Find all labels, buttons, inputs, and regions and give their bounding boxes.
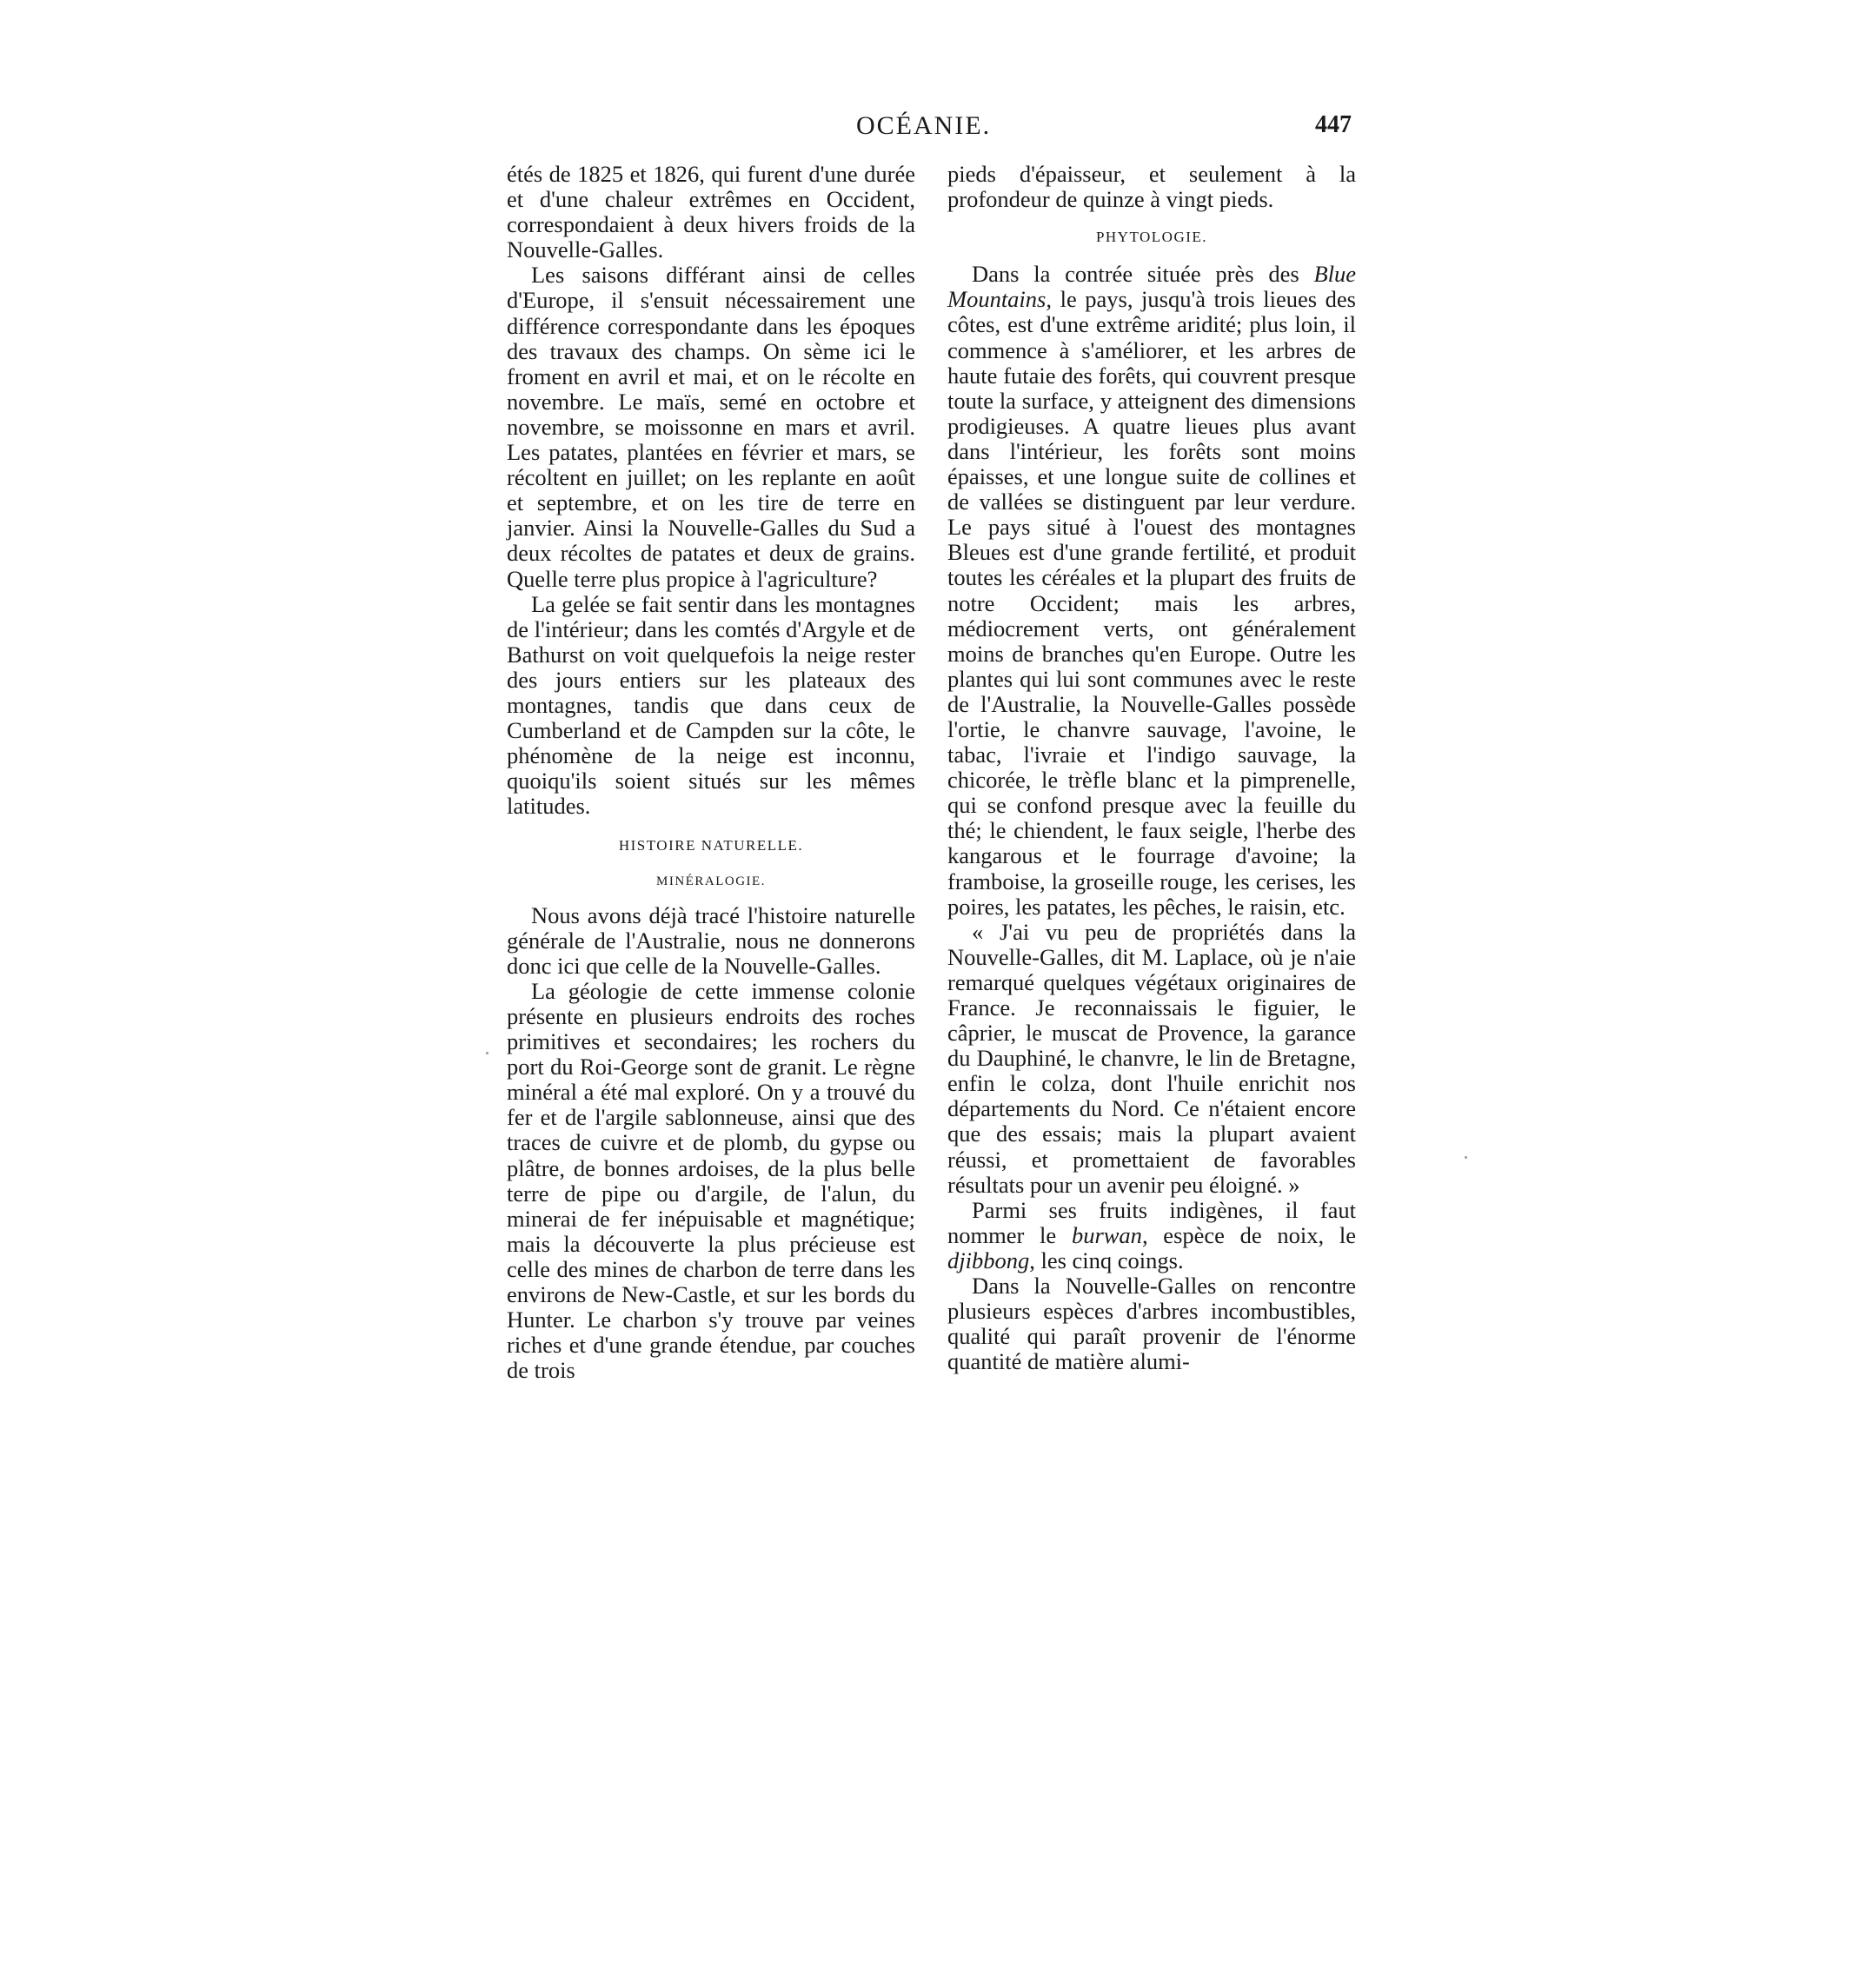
paragraph-text: le pays, jusqu'à trois lieues des côtes, est d'une extrême aridité; plus loin, il commence à s'améliorer, et les arbres de haute futaie des forêts, qui couvrent presque toute la surface, y atteignent des dimensions prodigieuses. A quatre lieues plus avant dans l'intérieur, les forêts sont moins épaisses, et une longue suite de collines et de vallées se distinguent par leur verdure. Le pays situé à l'ouest des montagnes Bleues est d'une grande fertilité, et produit toutes les céréales et la plupart des fruits de notre Occident; mais les arbres, médiocrement verts, ont généralement moins de branches qu'en Europe. Outre les plantes qui lui sont communes avec le reste de l'Australie, la Nouvelle-Galles possède l'ortie, le chanvre sauvage, l'avoine, le tabac, l'ivraie et l'indigo sauvage, la chicorée, le trèfle blanc et la pimprenelle, qui se confond presque avec la feuille du thé; le chiendent, le faux seigle, l'herbe des kangarous et le fourrage d'avoine; la framboise, la groseille rouge, les cerises, les poires, les patates, les pêches, le raisin, etc. (947, 286, 1356, 920)
paragraph: étés de 1825 et 1826, qui furent d'une durée et d'une chaleur extrêmes en Occident, correspondaient à deux hivers froids de la Nouvelle-Galles. (507, 161, 915, 263)
italic-term: Blue Mountains, (947, 261, 1356, 313)
running-head (500, 111, 1352, 146)
paragraph-text: , espèce de noix, le (1141, 1221, 1357, 1248)
paragraph: La géologie de cette immense colonie présente en plusieurs endroits des roches primitives et secondaires; les rochers du port du Roi-George sont de granit. Le règne minéral a été mal exploré. On y a trouvé du fer et de l'argile sablonneuse, ainsi que des traces de cuivre et de plomb, du gypse ou plâtre, de bonnes ardoises, de la plus belle terre de pipe ou d'argile, de l'alun, du minerai de fer inépuisable et magnétique; mais la découverte la plus précieuse est celle des mines de charbon de terre dans les environs de New-Castle, et sur les bords du Hunter. Le charbon s'y trouve par veines riches et d'une grande étendue, par couches de trois (507, 977, 915, 1384)
section-heading-phytologie: PHYTOLOGIE. (1095, 229, 1208, 246)
paragraph-text: Dans la contrée située près des (972, 261, 1299, 288)
paragraph-text: Parmi ses fruits indigènes, il faut nommer le (947, 1196, 1356, 1248)
scan-speck (486, 1052, 488, 1054)
paragraph (947, 262, 1356, 919)
paragraph: Les saisons différant ainsi de celles d'Europe, il s'ensuit nécessairement une différence correspondante dans les époques des travaux des champs. On sème ici le froment en avril et mai, et on le récolte en novembre. Le maïs, semé en octobre et novembre, se moissonne en mars et avril. Les patates, plantées en février et mars, se récoltent en juillet; on les replante en août et septembre, et on les tire de terre en janvier. Ainsi la Nouvelle-Galles du Sud a deux récoltes de patates et deux de grains. Quelle terre plus propice à l'agriculture? (507, 262, 915, 592)
right-column (947, 162, 1356, 1374)
running-title: OCÉANIE. (856, 111, 992, 140)
paragraph: Nous avons déjà tracé l'histoire naturelle générale de l'Australie, nous ne donnerons donc ici que celle de la Nouvelle-Galles. (507, 901, 915, 979)
italic-term: burwan (1071, 1221, 1142, 1248)
left-column (507, 162, 915, 1383)
scan-speck (1465, 1156, 1467, 1159)
quoted-paragraph: « J'ai vu peu de propriétés dans la Nouvelle-Galles, dit M. Laplace, où je n'aie remarqué quelques végétaux originaires de France. Je reconnaissais le figuier, le câprier, le muscat de Provence, la garance du Dauphiné, le chanvre, le lin de Bretagne, enfin le colza, dont l'huile enrichit nos départements du Nord. Ce n'étaient encore que des essais; mais la plupart avaient réussi, et promettaient de favorables résultats pour un avenir peu éloigné. » (947, 918, 1356, 1198)
subsection-heading-mineralogie: MINÉRALOGIE. (656, 874, 766, 888)
paragraph: Dans la Nouvelle-Galles on rencontre plusieurs espèces d'arbres incombustibles, qualité qui paraît provenir de l'énorme quantité de matière alumi- (947, 1273, 1356, 1375)
paragraph: La gelée se fait sentir dans les montagnes de l'intérieur; dans les comtés d'Argyle et de Bathurst on voit quelquefois la neige rester des jours entiers sur les plateaux des montagnes, tandis que dans ceux de Cumberland et de Campden sur la côte, le phénomène de la neige est inconnu, quoiqu'ils soient situés sur les mêmes latitudes. (507, 590, 915, 820)
page-number: 447 (1315, 111, 1352, 138)
section-heading-histoire-naturelle: HISTOIRE NATURELLE. (618, 837, 804, 854)
paragraph (947, 1198, 1356, 1273)
paragraph: pieds d'épaisseur, et seulement à la profondeur de quinze à vingt pieds. (947, 161, 1356, 213)
paragraph-text: , les cinq coings. (1029, 1247, 1184, 1273)
italic-term: djibbong (947, 1247, 1030, 1273)
